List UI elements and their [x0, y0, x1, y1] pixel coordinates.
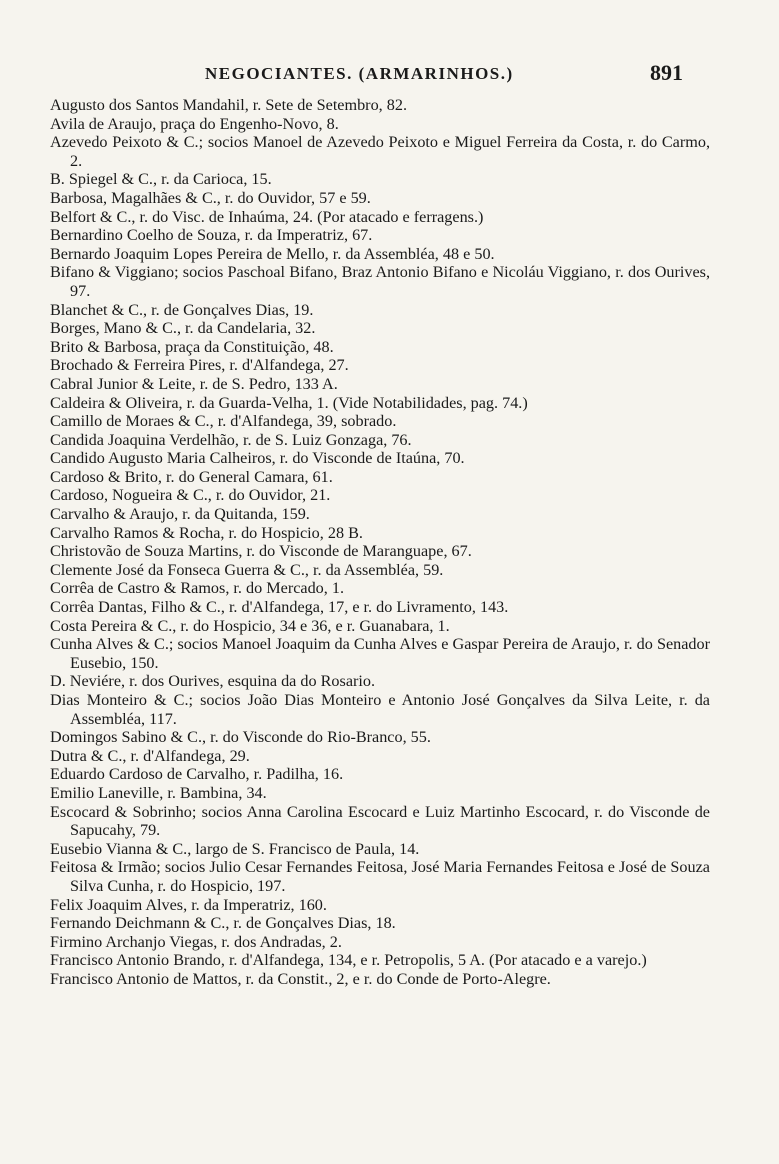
list-item: Clemente José da Fonseca Guerra & C., r. da Assembléa, 59. — [50, 560, 444, 579]
list-item: Cardoso, Nogueira & C., r. do Ouvidor, 21. — [50, 486, 331, 505]
list-item: Cabral Junior & Leite, r. de S. Pedro, 133 A. — [50, 374, 338, 393]
list-item: Augusto dos Santos Mandahil, r. Sete de Setembro, 82. — [50, 96, 407, 114]
list-item: Francisco Antonio Brando, r. d'Alfandega, 134, e r. Petropolis, 5 A. (Por atacado e a varejo.) — [50, 951, 647, 970]
list-item: Belfort & C., r. do Visc. de Inhaúma, 24. (Por atacado e ferragens.) — [50, 207, 484, 226]
list-item: Brochado & Ferreira Pires, r. d'Alfandega, 27. — [50, 356, 349, 375]
list-item: Barbosa, Magalhães & C., r. do Ouvidor, 57 e 59. — [50, 188, 371, 207]
list-item: B. Spiegel & C., r. da Carioca, 15. — [50, 170, 272, 189]
list-item: Brito & Barbosa, praça da Constituição, 48. — [50, 337, 334, 356]
list-item: Avila de Araujo, praça do Engenho-Novo, 8. — [50, 114, 339, 133]
list-item: Caldeira & Oliveira, r. da Guarda-Velha, 1. (Vide Notabilidades, pag. 74.) — [50, 393, 528, 412]
list-item: Fernando Deichmann & C., r. de Gonçalves Dias, 18. — [50, 914, 396, 933]
page-number: 891 — [650, 60, 683, 85]
list-item: Emilio Laneville, r. Bambina, 34. — [50, 783, 267, 802]
list-item: Cunha Alves & C.; socios Manoel Joaquim da Cunha Alves e Gaspar Pereira de Araujo, r. do Senador Eusebio, 150. — [50, 635, 710, 672]
list-item: Dias Monteiro & C.; socios João Dias Monteiro e Antonio José Gonçalves da Silva Leite, r. da Assembléa, 117. — [50, 691, 710, 728]
list-item: Carvalho & Araujo, r. da Quitanda, 159. — [50, 505, 310, 524]
list-item: Feitosa & Irmão; socios Julio Cesar Fernandes Feitosa, José Maria Fernandes Feitosa e José de Souza Silva Cunha, r. do Hospicio, 197. — [50, 858, 710, 895]
list-item: Dutra & C., r. d'Alfandega, 29. — [50, 746, 250, 765]
list-item: Blanchet & C., r. de Gonçalves Dias, 19. — [50, 300, 314, 319]
list-item: Bernardo Joaquim Lopes Pereira de Mello, r. da Assembléa, 48 e 50. — [50, 244, 495, 263]
list-item: Bernardino Coelho de Souza, r. da Imperatriz, 67. — [50, 226, 373, 245]
list-item: Carvalho Ramos & Rocha, r. do Hospicio, 28 B. — [50, 523, 363, 542]
page-header — [0, 60, 779, 90]
list-item: Eusebio Vianna & C., largo de S. Francisco de Paula, 14. — [50, 839, 420, 858]
list-item: Candida Joaquina Verdelhão, r. de S. Luiz Gonzaga, 76. — [50, 430, 412, 449]
list-item: Corrêa Dantas, Filho & C., r. d'Alfandega, 17, e r. do Livramento, 143. — [50, 598, 509, 617]
list-item: Bifano & Viggiano; socios Paschoal Bifano, Braz Antonio Bifano e Nicoláu Viggiano, r. dos Ourives, 97. — [50, 263, 710, 300]
list-item: Felix Joaquim Alves, r. da Imperatriz, 160. — [50, 895, 327, 914]
list-item: Domingos Sabino & C., r. do Visconde do Rio-Branco, 55. — [50, 728, 431, 747]
list-item: Francisco Antonio de Mattos, r. da Constit., 2, e r. do Conde de Porto-Alegre. — [50, 969, 551, 988]
list-item: Corrêa de Castro & Ramos, r. do Mercado, 1. — [50, 579, 345, 598]
list-item: Camillo de Moraes & C., r. d'Alfandega, 39, sobrado. — [50, 412, 397, 431]
list-item: Christovão de Souza Martins, r. do Visconde de Maranguape, 67. — [50, 542, 472, 561]
list-item: Azevedo Peixoto & C.; socios Manoel de Azevedo Peixoto e Miguel Ferreira da Costa, r. do Carmo, 2. — [50, 133, 710, 170]
list-item: Costa Pereira & C., r. do Hospicio, 34 e 36, e r. Guanabara, 1. — [50, 616, 450, 635]
list-item: Candido Augusto Maria Calheiros, r. do Visconde de Itaúna, 70. — [50, 449, 465, 468]
list-item: Firmino Archanjo Viegas, r. dos Andradas, 2. — [50, 932, 342, 951]
list-item: D. Neviére, r. dos Ourives, esquina da do Rosario. — [50, 672, 376, 691]
merchant-list — [50, 96, 710, 989]
page-title: NEGOCIANTES. (ARMARINHOS.) — [205, 64, 514, 83]
list-item: Eduardo Cardoso de Carvalho, r. Padilha, 16. — [50, 765, 344, 784]
list-item: Borges, Mano & C., r. da Candelaria, 32. — [50, 319, 316, 338]
list-item: Escocard & Sobrinho; socios Anna Carolina Escocard e Luiz Martinho Escocard, r. do Visconde de Sapucahy, 79. — [50, 802, 710, 840]
list-item: Cardoso & Brito, r. do General Camara, 61. — [50, 467, 333, 486]
